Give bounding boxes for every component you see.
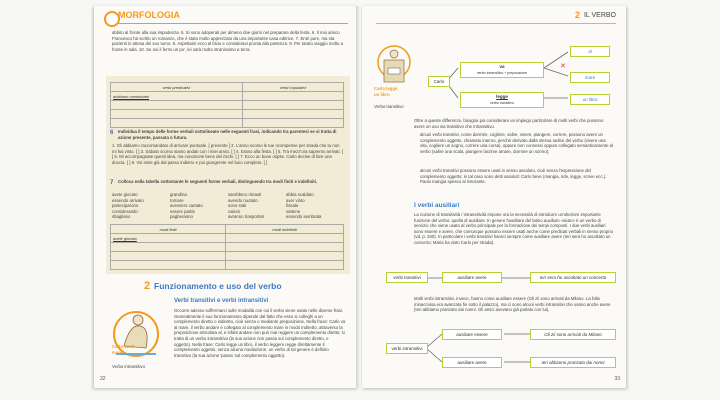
table1-cell[interactable] (242, 101, 343, 110)
word-item: sarebbero rimasti (228, 192, 262, 197)
word-item: sono stati (228, 203, 247, 209)
table1-cell[interactable] (111, 101, 243, 110)
word-item: parteciparono (112, 203, 139, 209)
table1-header-2: verbi copulativi (242, 83, 343, 92)
diagram1-bottom-verb: legge (496, 94, 508, 99)
diagram3-bottom-box: ausiliare avere (442, 357, 502, 368)
table2-cell[interactable] (226, 252, 344, 261)
word-item: fissate (286, 203, 299, 209)
diagram2-mid-box: ausiliare avere (442, 272, 502, 283)
diagram1-bottom-label: verbo transitivo (490, 101, 514, 105)
table2-cell[interactable] (226, 234, 344, 243)
diagram3-bottom-example-box: Ieri abbiamo pranzato dai nonni (530, 357, 616, 368)
diagram1-top-verb-box (460, 62, 544, 78)
table1-example: abbiamo camminato (111, 92, 243, 101)
header-rule (118, 23, 348, 24)
word-item: avendo nuotato (228, 197, 258, 203)
word-item: tornare (170, 197, 184, 203)
exercise-6-text: 1. Gli abbiamo raccomandato di arrivare puntuale. [ presente ] 2. L'anno scorso le tue ricompense per strada che tu non mi hai visto. [ ] 3. Sabato scorso siamo andati con i miei amici. [ ] 4. Erano alla festa. [ ] 5. Tra mezz'ora sapremo arrivati. [ ] 6. Mi accompagnate questi idea, ma conoscete bene del rischi. [ ] 7. Ecco un buon ospite. Carlo decise di fare una doccia. [ ] 8. Voi siete già dal passo indietro e poi giungerete nel buio completo. [ ] (112, 143, 344, 165)
diagram2-right-box: Ieri sera ho ascoltato un concerto (530, 272, 616, 283)
table-modi (110, 224, 344, 270)
table2-example: avete giocato (111, 234, 226, 243)
diagram1-prep-box: al (570, 46, 610, 57)
table-predicativi (110, 82, 344, 128)
diagram1-subject-box: Carlo (428, 76, 450, 87)
left-page (94, 6, 358, 388)
diagram1-cross-icon: ✕ (560, 63, 566, 70)
diagram1-top-obj-box: mare (570, 72, 610, 83)
diagram3-top-box: ausiliare essere (442, 329, 502, 340)
table2-cell[interactable] (226, 261, 344, 270)
table2-cell[interactable] (111, 252, 226, 261)
subsection-title: Verbi transitivi e verbi intransitivi (174, 298, 269, 304)
page-number-right: 33 (614, 376, 620, 382)
right-page (362, 6, 626, 388)
section-tag-morfologia: MORFOLOGIA (118, 10, 180, 20)
word-item: essendo arrivato (112, 197, 144, 203)
word-item: considerando (112, 208, 138, 214)
word-item: vattene (286, 208, 301, 214)
section-tag-il-verbo: IL VERBO (583, 12, 616, 19)
illus-caption-1: Carlo legge un libro (374, 86, 398, 97)
diagram3-left-box: verbi intransitivi (386, 343, 428, 354)
exercise-7-title: Colloca nella tabella sottostante le seguenti forme verbali, distinguendo tra modi finiti e indefiniti. (118, 179, 318, 184)
table1-cell[interactable] (242, 119, 343, 128)
exercise-6-number: 6 (110, 130, 114, 136)
table2-cell[interactable] (111, 243, 226, 252)
diagram1-bottom-verb-box (460, 92, 544, 108)
diagram1-top-verb: va (499, 64, 505, 69)
illus-caption-2: Verbo transitivo (374, 104, 404, 109)
table2-cell[interactable] (226, 243, 344, 252)
table2-header-2: modi indefiniti (226, 225, 344, 234)
diagram2-left-box: verbi transitivi (386, 272, 428, 283)
exercise-7-number: 7 (110, 180, 114, 186)
table1-cell[interactable] (242, 110, 343, 119)
header-rule (376, 23, 616, 24)
word-item: essendo sembrata (286, 214, 322, 220)
word-item: avranno trasportati (228, 214, 264, 220)
section-tag-number: 2 (574, 10, 580, 20)
word-item: calerà (228, 208, 240, 214)
paragraph-1: Oltre a queste differenze, bisogna poi considerare un impiego particolare di molti verbi che possono avere un uso sia transitivo che intransitivo. (414, 118, 604, 129)
word-item: pagheranno (170, 214, 193, 220)
word-item: avete giocato (112, 192, 138, 197)
exercise-6-title: Individua il tempo delle forme verbali sottolineate nelle seguenti frasi, indicando tra parentesi se si tratta di azione presente, passata o futura. (118, 129, 337, 140)
word-item: abbia scaldato (286, 192, 314, 197)
word-item: aver vinto (286, 197, 305, 203)
illus-caption-2: Verbo intransitivo (112, 364, 145, 369)
word-item: essere partiti (170, 208, 195, 214)
table1-header-1: verbi predicativi (111, 83, 243, 92)
table1-cell[interactable] (111, 119, 243, 128)
paragraph-2: Molti verbi intransitivi, invece, hanno come ausiliare essere (Gli zii sono arrivati da Milano. La folla minacciosa era avanzata fin sotto il palazzo), ma ci sono alcuni verbi intransitivi che usano anche avere (Ieri abbiamo pranzato dai nonni. Gli amici avevano già parlato con lui). (414, 296, 611, 313)
bullet-1: alcuni verbi transitivi, come dormire, cogliere, salire, vivere, piangere, correre, possono avere un complemento oggetto, chiamato interno, perché derivato dalla stessa radice del verbo (vivere una vita, cogliere un sogno, correre una corsa), oppure non connessi oppure collegato semanticamente al verbo (salire una scala, piangere lacrime amare, dormire un sonno); (420, 132, 613, 154)
word-list (112, 192, 344, 220)
illus-caption-1: Carlo va al mare (112, 344, 134, 355)
table1-cell[interactable] (242, 92, 343, 101)
word-item: sbagliano (112, 214, 131, 220)
top-paragraph: abbito al fronte alla sua impudenza. 5. Si sono adoperati per almeno due giorni nel preparare della festa. 6. Il mio amico Francesco ha scritto un romanzo, che è stato molto apprezzato da una importante casa editrice. 7. Entri pure, ma sta pazienti in attesa del suo turno. 8. Aspettami ecco al bivio e consideravi pronta alla partenza. 9. Per tarato viaggio molto a fronte in sala. 10. Se noi il fermi un po', lei sarà molto stranissimo a terra. (112, 30, 343, 52)
diagram1-bottom-obj-box: un libro (570, 94, 610, 105)
table2-header-1: modi finiti (111, 225, 226, 234)
aux-text: La nozione di transitività / intransitività impone ora la necessità di introdurre un'ulteriore importante funzione del verbo: quella di ausiliare. In genere l'ausiliare del latino auxilium «aiuto» è un verbo di servizio che viene usato al verbo principale per la formazione dei tempi composti. I due verbi ausiliari sono essere e avere, che comunque possono essere usati anche come predicati verbali in senso proprio (vd. p. 340). In particolare i verbi transitivi hanno sempre come ausiliare avere (Ieri sera ho ascoltato un concerto; Maria ha visto Carlo per strada). (414, 212, 613, 245)
aux-title: I verbi ausiliari (414, 202, 460, 209)
word-item: grandina (170, 192, 187, 197)
table1-cell[interactable] (111, 110, 243, 119)
section-number: 2 (144, 280, 151, 292)
page-number-left: 32 (100, 376, 106, 382)
illustration-carlo-mare (110, 296, 162, 374)
word-item: avessero cantato (170, 203, 203, 209)
section-title: Funzionamento e uso del verbo (154, 281, 282, 291)
bullet-2: alcuni verbi transitivi possono essere usati in senso assoluto, cioè senza l'espressione del complemento oggetto; in tal caso sono detti assoluti: Carlo beve (mangia, ride, legge, scrive ecc.). Paolo mangia spesso al ristorante. (420, 168, 607, 185)
diagram1-top-label: verbo intransitivo + preposizione (476, 71, 528, 75)
illustration-carlo-libro (374, 38, 414, 108)
table2-cell[interactable] (111, 261, 226, 270)
diagram3-top-example-box: Gli zii sono arrivati da Milano (530, 329, 616, 340)
body-text: Occorre adesso soffermarci sulle modalità con cui il verbo viene usato nelle diverse frasi. Generalmente il suo funzionamento dipende dal fatto che esso si colleghi a un complemento diretto o indiretto, cioè senza o mediante preposizione. Nella frase: Carlo va al mare, il verbo andare è collegato al complemento mare in modo indiretto, attraverso la preposizione articolata al, e infatti andare non può mai reggere un complemento diretto: si tratta di un verbo intransitivo (la sua azione non passa sul complemento diretto, e oggetto). Nella frase: Carlo legge un libro, il verbo leggere regge direttamente il complemento oggetto, senza alcuna mediazione: un verbo di tal genere è definito transitivo (la sua azione 'passa' sul complemento oggetto). (174, 308, 346, 358)
